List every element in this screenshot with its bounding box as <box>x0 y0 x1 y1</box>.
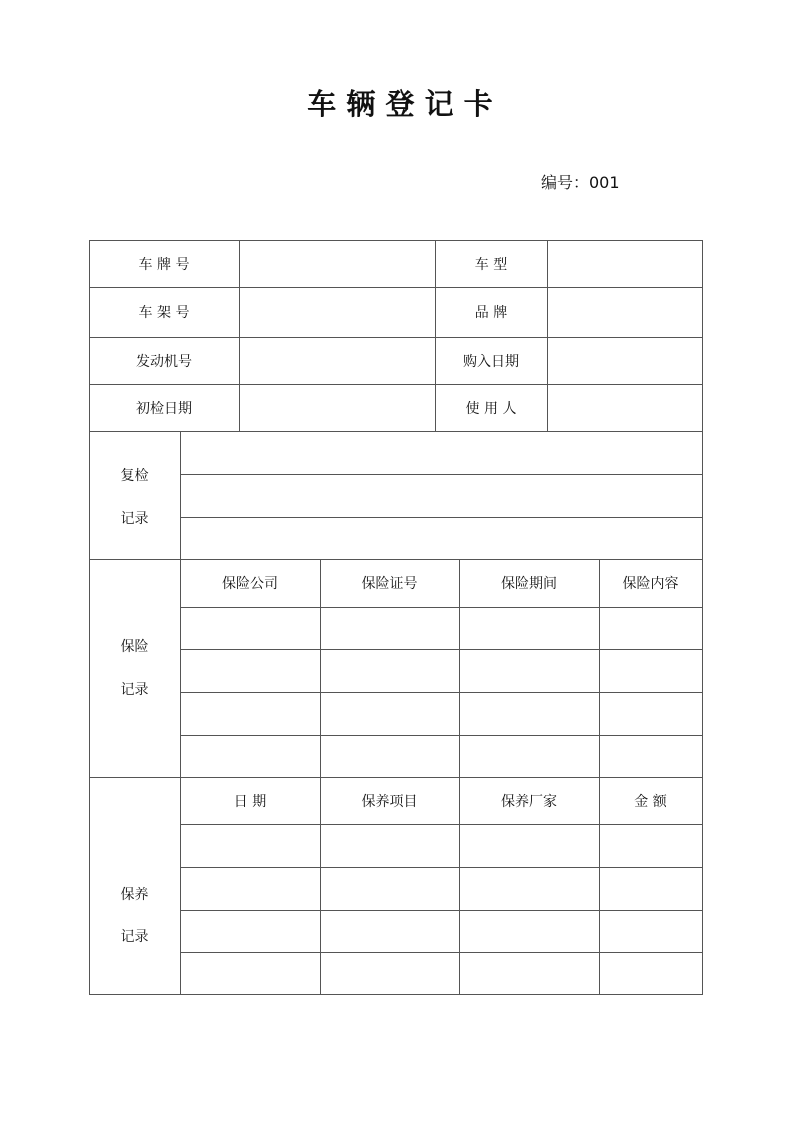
insurance-period-header: 保险期间 <box>501 576 557 592</box>
insurance-row[interactable] <box>180 607 702 649</box>
insurance-cert-number-header: 保险证号 <box>361 576 418 592</box>
brand-field[interactable] <box>547 287 702 337</box>
maintenance-row[interactable] <box>180 952 702 994</box>
serial-number: 编号：001 <box>541 173 620 192</box>
reinspection-label-bottom: 记录 <box>120 511 149 527</box>
reinspection-row[interactable] <box>180 474 702 517</box>
reinspection-label-top: 复检 <box>120 468 149 484</box>
plate-number-field[interactable] <box>239 240 435 287</box>
insurance-row[interactable] <box>180 735 702 777</box>
maintenance-item-header: 保养项目 <box>361 793 418 810</box>
purchase-date-label: 购入日期 <box>463 353 519 370</box>
insurance-row[interactable] <box>180 692 702 735</box>
maintenance-row[interactable] <box>180 867 702 910</box>
insurance-content-header: 保险内容 <box>622 576 679 592</box>
maintenance-row[interactable] <box>180 824 702 867</box>
insurance-label-bottom: 记录 <box>120 682 149 698</box>
maintenance-row[interactable] <box>180 910 702 952</box>
insurance-company-header: 保险公司 <box>222 576 278 592</box>
plate-number-label: 车 牌 号 <box>138 256 190 273</box>
vehicle-model-field[interactable] <box>547 240 702 287</box>
frame-number-field[interactable] <box>239 287 435 337</box>
purchase-date-field[interactable] <box>547 337 702 384</box>
maintenance-label-bottom: 记录 <box>120 929 149 945</box>
engine-number-field[interactable] <box>239 337 435 384</box>
maintenance-date-header: 日 期 <box>233 793 267 810</box>
vehicle-model-label: 车 型 <box>474 256 508 273</box>
initial-inspection-date-label: 初检日期 <box>136 400 192 417</box>
reinspection-row[interactable] <box>180 431 702 474</box>
maintenance-amount-header: 金 额 <box>634 793 667 810</box>
maintenance-label-top: 保养 <box>120 887 149 903</box>
engine-number-label: 发动机号 <box>136 353 192 370</box>
insurance-label-top: 保险 <box>120 639 149 655</box>
brand-label: 品 牌 <box>474 305 508 321</box>
page-title: 车 辆 登 记 卡 <box>307 87 493 121</box>
insurance-row[interactable] <box>180 649 702 692</box>
reinspection-row[interactable] <box>180 517 702 559</box>
user-field[interactable] <box>547 384 702 431</box>
user-label: 使 用 人 <box>465 400 517 417</box>
initial-inspection-date-field[interactable] <box>239 384 435 431</box>
maintenance-shop-header: 保养厂家 <box>501 793 557 810</box>
frame-number-label: 车 架 号 <box>138 305 190 321</box>
